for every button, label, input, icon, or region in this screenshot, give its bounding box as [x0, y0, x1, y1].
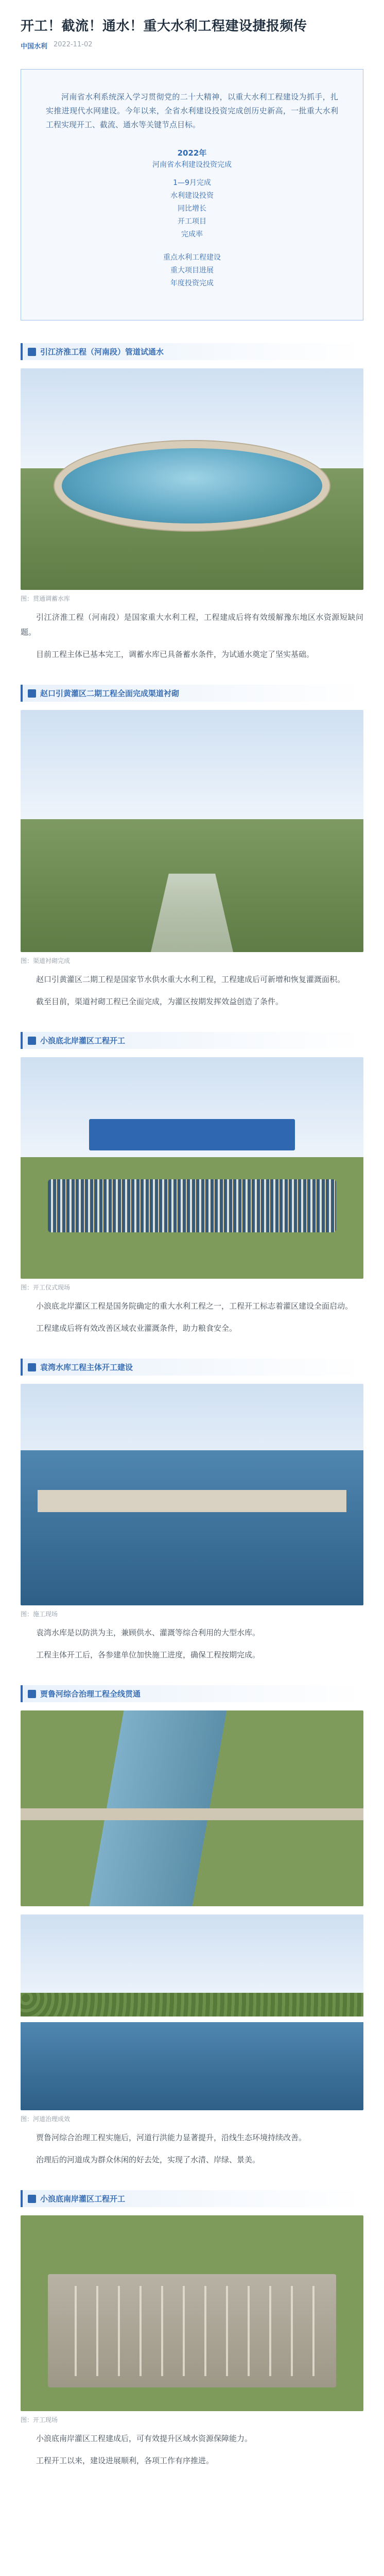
site-lines: [55, 2286, 329, 2376]
section-tag-icon: [28, 689, 36, 698]
photo-caption: 图：河道治理成效: [21, 2115, 71, 2123]
intro-text: 河南省水利系统深入学习贯彻党的二十大精神，以重大水利工程建设为抓手，扎实推进现代水网建设。今年以来，全省水利建设投资完成创历史新高，一批重大水利工程实现开工、截流、通水等关键节点目标。: [46, 92, 338, 129]
stats-line: 完成率: [181, 230, 203, 239]
section-paragraph: 小浪底南岸灌区工程建成后，可有效提升区域水资源保障能力。: [36, 2434, 253, 2443]
section-header: [21, 2190, 363, 2207]
stats-line: 1—9月完成: [173, 179, 211, 187]
stats-line: 年度投资完成: [170, 279, 214, 287]
section-header: [21, 1032, 363, 1049]
article-source[interactable]: 中国水利: [21, 43, 48, 50]
section-paragraph: 引江济淮工程（河南段）是国家重大水利工程，工程建成后将有效缓解豫东地区水资源短缺问题。: [21, 613, 363, 637]
stats-subtitle: 河南省水利建设投资完成: [152, 161, 232, 169]
section-2: [21, 685, 363, 1009]
section-tag-icon: [28, 1690, 36, 1698]
water-body: [21, 1450, 363, 1605]
section-title: 小浪底北岸灌区工程开工: [40, 1036, 126, 1045]
section-paragraph: 工程建成后将有效改善区域农业灌溉条件，助力粮食安全。: [36, 1324, 237, 1333]
photo-sky: [21, 710, 363, 819]
section-4: [21, 1359, 363, 1663]
section-paragraph: 治理后的河道成为群众休闲的好去处，实现了水清、岸绿、景美。: [36, 2155, 260, 2164]
stats-line: 重点水利工程建设: [163, 253, 221, 262]
section-tag-icon: [28, 2195, 36, 2203]
ceremony-photo: [21, 1057, 363, 1279]
stats-line: 开工项目: [178, 217, 206, 226]
section-title: 赵口引黄灌区二期工程全面完成渠道衬砌: [40, 689, 180, 698]
canal-photo: [21, 710, 363, 952]
section-paragraph: 目前工程主体已基本完工，调蓄水库已具备蓄水条件，为试通水奠定了坚实基础。: [36, 650, 315, 659]
section-1: [21, 343, 363, 662]
section-paragraph: 贾鲁河综合治理工程实施后，河道行洪能力显著提升，沿线生态环境持续改善。: [36, 2133, 307, 2142]
section-6: [21, 2190, 363, 2468]
trees-shape: [21, 1993, 363, 2016]
article-title: 开工！截流！通水！重大水利工程建设捷报频传: [21, 19, 307, 34]
stats-group-a: [46, 177, 338, 241]
section-tag-icon: [28, 348, 36, 356]
photo-caption: 图：开工现场: [21, 2416, 58, 2424]
bridge-shape: [21, 1808, 363, 1820]
section-paragraph: 袁湾水库是以防洪为主，兼顾供水、灌溉等综合利用的大型水库。: [36, 1628, 260, 1637]
section-paragraph: 工程主体开工后，各参建单位加快施工进度，确保工程按期完成。: [36, 1650, 260, 1659]
section-paragraph: 工程开工以来，建设进展顺利，各项工作有序推进。: [36, 2456, 214, 2465]
stats-group-b: [46, 251, 338, 290]
article-header: [0, 0, 384, 56]
water-body: [21, 2022, 363, 2110]
reservoir-photo: [21, 368, 363, 590]
reservoir-shape: [62, 448, 322, 523]
section-header: [21, 685, 363, 702]
stats-year: 2022年: [177, 148, 207, 158]
section-tag-icon: [28, 1363, 36, 1371]
section-title: 贾鲁河综合治理工程全线贯通: [40, 1689, 141, 1699]
section-title: 小浪底南岸灌区工程开工: [40, 2194, 126, 2204]
section-header: [21, 1359, 363, 1376]
stats-line: 同比增长: [178, 205, 206, 213]
section-5: [21, 1685, 363, 2167]
photo-caption: 图：施工现场: [21, 1611, 58, 1618]
section-title: 袁湾水库工程主体开工建设: [40, 1363, 133, 1372]
article-meta: [21, 41, 363, 50]
section-header: [21, 343, 363, 360]
stage-shape: [89, 1119, 295, 1150]
photo-caption: 图：渠道衬砌完成: [21, 957, 71, 964]
construction-photo: [21, 2215, 363, 2411]
stats-line: 重大项目进展: [170, 266, 214, 275]
section-paragraph: 截至目前，渠道衬砌工程已全面完成，为灌区按期发挥效益创造了条件。: [36, 997, 284, 1006]
section-paragraph: 小浪底北岸灌区工程是国务院确定的重大水利工程之一，工程开工标志着灌区建设全面启动。: [36, 1301, 353, 1311]
dam-photo: [21, 1384, 363, 1605]
photo-sky: [21, 1914, 363, 2003]
article-date: 2022-11-02: [54, 41, 93, 48]
section-paragraph: 赵口引黄灌区二期工程是国家节水供水重大水利工程，工程建成后可新增和恢复灌溉面积。: [36, 975, 345, 984]
intro-box: [21, 69, 363, 320]
dam-shape: [38, 1490, 346, 1512]
stats-line: 水利建设投资: [170, 192, 214, 200]
section-3: [21, 1032, 363, 1336]
stats-block: [46, 147, 338, 290]
photo-caption: 图：开工仪式现场: [21, 1284, 71, 1291]
section-title: 引江济淮工程（河南段）管道试通水: [40, 347, 164, 357]
river-photo-bank: [21, 1914, 363, 2110]
photo-caption: 图：贯通调蓄水库: [21, 595, 71, 602]
section-header: [21, 1685, 363, 1702]
crowd-shape: [48, 1179, 336, 1232]
section-tag-icon: [28, 1037, 36, 1045]
river-photo-aerial: [21, 1710, 363, 1906]
